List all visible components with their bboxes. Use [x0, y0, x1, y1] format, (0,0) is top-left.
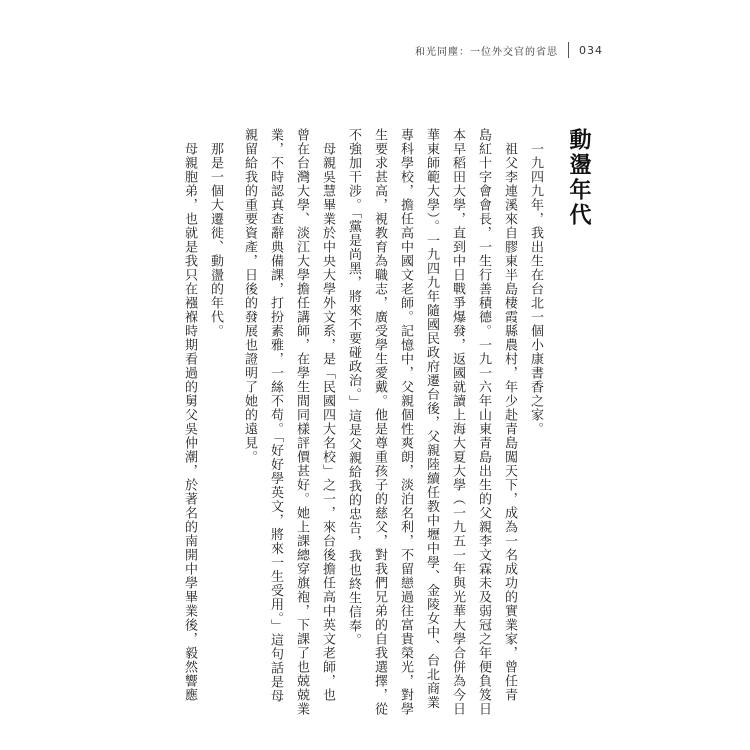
running-header: [415, 42, 603, 58]
text-line: 那是一個大遷徙、動盪的年代。: [208, 128, 223, 338]
text-line: 祖父李連溪來自膠東半島棲霞縣農村，年少赴青島闖天下，成為一名成功的實業家，曾任青: [502, 128, 517, 702]
text-line: 業，不時認真查辭典備課，打扮素雅，一絲不苟。「好好學英文，將來一生受用。」這句話是母: [268, 128, 283, 703]
vertical-text-block: [176, 128, 602, 716]
text-line: 一九四九年，我出生在台北一個小康書香之家。: [528, 128, 543, 436]
text-line: 母親吳慧畢業於中央大學外文系，是「民國四大名校」之一，來台後擔任高中英文老師，也: [320, 128, 335, 702]
text-line: 島紅十字會會長，一生行善積德。一九一六年山東青島出生的父親李文霖未及弱冠之年便負笈日: [476, 128, 491, 716]
text-line: 生要求甚高，視教育為職志，廣受學生愛戴。他是尊重孩子的慈父，對我們兄弟的自我選擇，從: [372, 128, 387, 716]
paragraph-gap: [228, 128, 236, 688]
header-divider: [568, 42, 569, 58]
text-line: 曾在台灣大學、淡江大學擔任講師，在學生間同樣評價甚好。她上課總穿旗袍，下課了也兢兢業: [294, 128, 309, 716]
book-title: 和光同塵：一位外交官的省思: [415, 46, 558, 58]
text-line: 專科學校，擔任高中國文老師。記憶中，父親個性爽朗，淡泊名利，不留戀過往富貴榮光，對學: [398, 128, 413, 716]
text-line: 不強加干涉。「黨是尚黑，將來不要碰政治。」這是父親給我的忠告，我也終生信奉。: [346, 128, 361, 647]
text-line: 華東師範大學）。一九四九年隨國民政府遷台後，父親陸續任教中壢中學、金陵女中、台北商業: [424, 128, 439, 710]
text-line: 親留給我的重要資產，日後的發展也證明了她的遠見。: [242, 128, 257, 464]
page-number: 034: [579, 43, 603, 57]
text-line: 本早稻田大學，直到中日戰爭爆發，返國就讀上海大夏大學（一九五一年與光華大學合併為今日: [450, 128, 465, 716]
text-line: 母親胞弟，也就是我只在襁褓時期看過的舅父吳仲潮，於著名的南開中學畢業後，毅然響應: [182, 128, 197, 702]
chapter-title: 動盪年代: [566, 128, 591, 228]
